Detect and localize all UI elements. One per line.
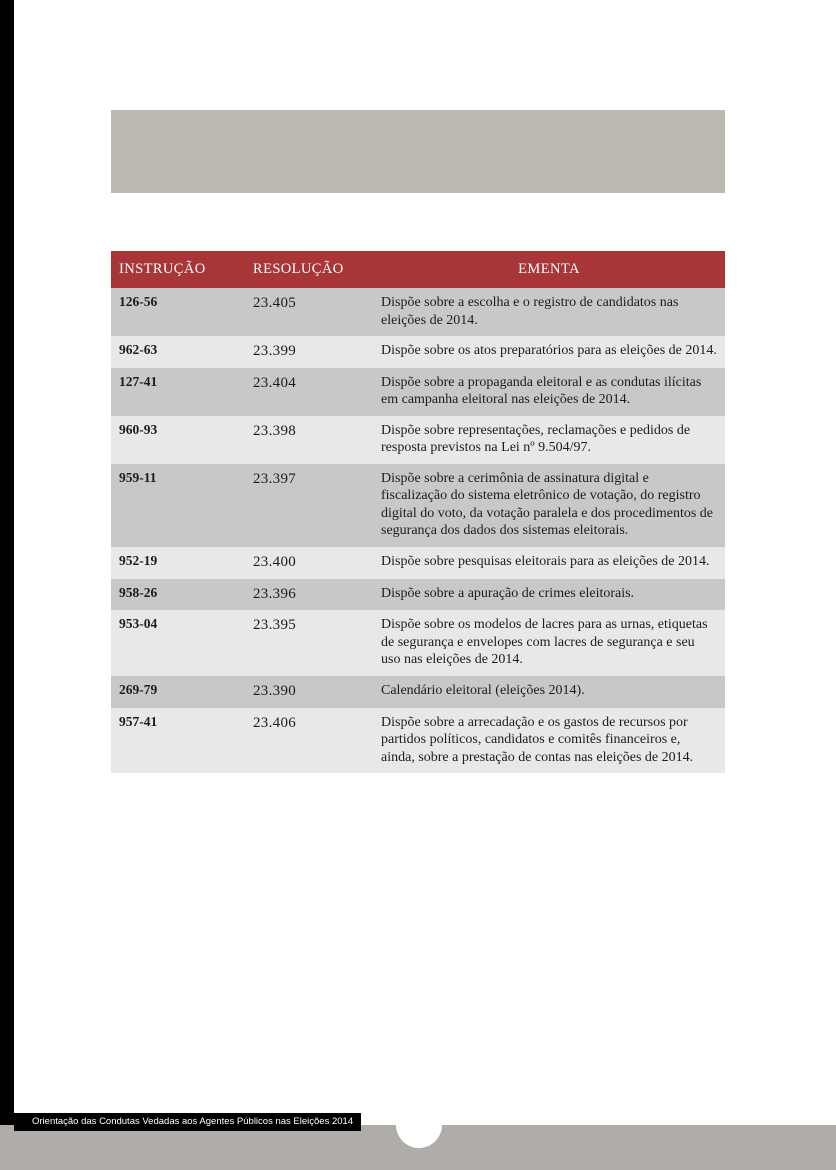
table-row <box>111 708 725 774</box>
table-row <box>111 288 725 336</box>
cell-resolucao: 23.396 <box>245 579 373 611</box>
table-row <box>111 336 725 368</box>
cell-resolucao: 23.400 <box>245 547 373 579</box>
top-banner-block <box>111 110 725 193</box>
column-header-instrucao: INSTRUÇÃO <box>111 251 245 288</box>
cell-ementa: Dispõe sobre representações, reclamações e pedidos de resposta previstos na Lei nº 9.504/97. <box>373 416 725 464</box>
page-spine <box>0 0 14 1125</box>
table-row <box>111 368 725 416</box>
cell-ementa: Dispõe sobre a escolha e o registro de candidatos nas eleições de 2014. <box>373 288 725 336</box>
table-header-row <box>111 251 725 288</box>
cell-resolucao: 23.398 <box>245 416 373 464</box>
cell-instrucao: 962-63 <box>111 336 245 368</box>
table-row <box>111 676 725 708</box>
cell-instrucao: 127-41 <box>111 368 245 416</box>
cell-resolucao: 23.405 <box>245 288 373 336</box>
cell-ementa: Dispõe sobre os atos preparatórios para as eleições de 2014. <box>373 336 725 368</box>
cell-resolucao: 23.399 <box>245 336 373 368</box>
cell-instrucao: 960-93 <box>111 416 245 464</box>
column-header-resolucao: RESOLUÇÃO <box>245 251 373 288</box>
cell-instrucao: 126-56 <box>111 288 245 336</box>
cell-instrucao: 952-19 <box>111 547 245 579</box>
table-row <box>111 610 725 676</box>
cell-ementa: Dispõe sobre a apuração de crimes eleitorais. <box>373 579 725 611</box>
table-body <box>111 288 725 773</box>
resolutions-table-container <box>111 251 725 773</box>
cell-resolucao: 23.395 <box>245 610 373 676</box>
cell-resolucao: 23.406 <box>245 708 373 774</box>
table-row <box>111 464 725 547</box>
cell-instrucao: 953-04 <box>111 610 245 676</box>
table-row <box>111 416 725 464</box>
table-row <box>111 547 725 579</box>
table-header <box>111 251 725 288</box>
cell-ementa: Dispõe sobre os modelos de lacres para as urnas, etiquetas de segurança e envelopes com lacres de segurança e seu uso nas eleições de 2014. <box>373 610 725 676</box>
cell-ementa: Dispõe sobre a propaganda eleitoral e as condutas ilícitas em campanha eleitoral nas eleições de 2014. <box>373 368 725 416</box>
cell-ementa: Dispõe sobre a cerimônia de assinatura digital e fiscalização do sistema eletrônico de votação, do registro digital do voto, da votação paralela e dos procedimentos de segurança dos dados dos sistemas eleitorais. <box>373 464 725 547</box>
cell-resolucao: 23.390 <box>245 676 373 708</box>
cell-ementa: Dispõe sobre a arrecadação e os gastos de recursos por partidos políticos, candidatos e comitês financeiros e, ainda, sobre a prestação de contas nas eleições de 2014. <box>373 708 725 774</box>
resolutions-table <box>111 251 725 773</box>
cell-resolucao: 23.397 <box>245 464 373 547</box>
footer-caption: Orientação das Condutas Vedadas aos Agentes Públicos nas Eleições 2014 <box>14 1113 361 1131</box>
cell-instrucao: 957-41 <box>111 708 245 774</box>
cell-ementa: Calendário eleitoral (eleições 2014). <box>373 676 725 708</box>
table-row <box>111 579 725 611</box>
column-header-ementa: EMENTA <box>373 251 725 288</box>
cell-instrucao: 959-11 <box>111 464 245 547</box>
cell-resolucao: 23.404 <box>245 368 373 416</box>
cell-instrucao: 958-26 <box>111 579 245 611</box>
cell-ementa: Dispõe sobre pesquisas eleitorais para as eleições de 2014. <box>373 547 725 579</box>
cell-instrucao: 269-79 <box>111 676 245 708</box>
